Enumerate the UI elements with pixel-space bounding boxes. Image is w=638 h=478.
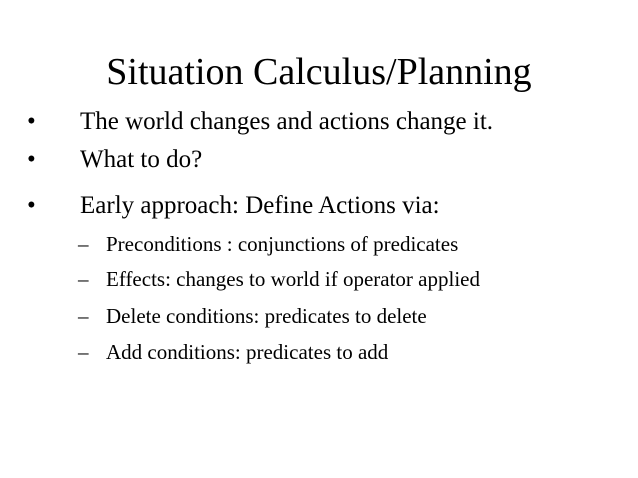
bullet-text: What to do?: [80, 146, 203, 173]
bullet-marker: •: [27, 192, 36, 219]
sub-bullet-text: Effects: changes to world if operator applied: [106, 267, 480, 291]
sub-bullet-text: Preconditions : conjunctions of predicates: [106, 232, 459, 256]
sub-bullet-marker: –: [78, 267, 89, 291]
sub-bullet-marker: –: [78, 232, 89, 256]
bullet-text: The world changes and actions change it.: [80, 108, 494, 135]
slide-title: Situation Calculus/Planning: [106, 51, 532, 93]
bullet-marker: •: [27, 146, 36, 173]
sub-bullet-marker: –: [78, 304, 89, 328]
bullet-marker: •: [27, 108, 36, 135]
sub-bullet-text: Add conditions: predicates to add: [106, 340, 389, 364]
bullet-text: Early approach: Define Actions via:: [80, 192, 440, 219]
sub-bullet-marker: –: [78, 340, 89, 364]
sub-bullet-text: Delete conditions: predicates to delete: [106, 304, 427, 328]
